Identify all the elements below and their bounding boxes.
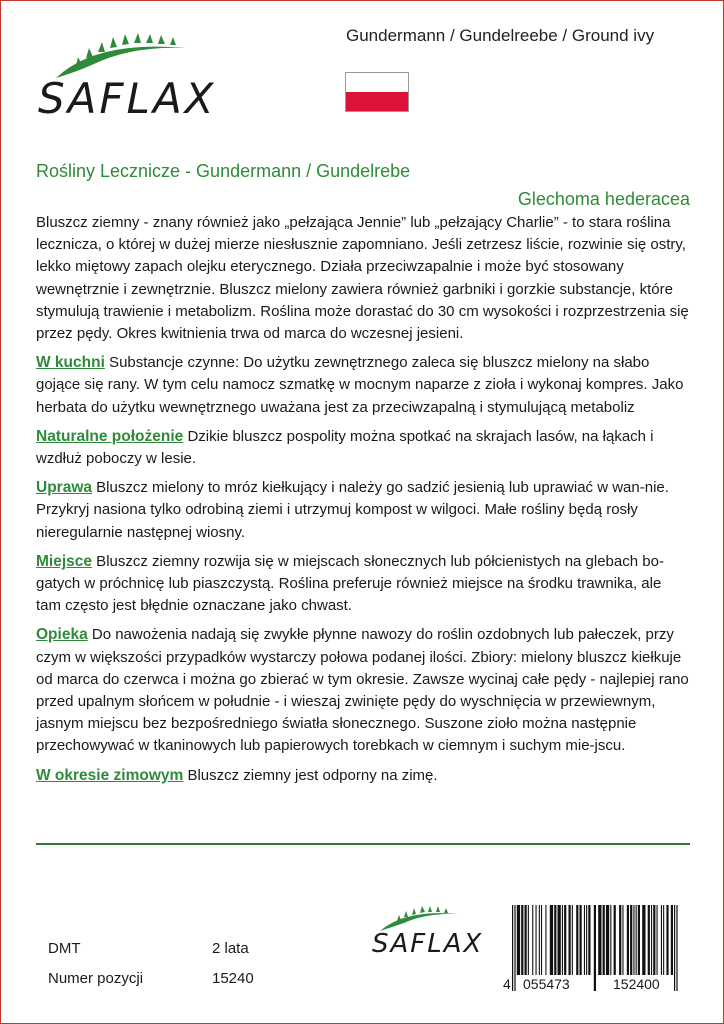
barcode-bar bbox=[614, 905, 616, 975]
section-winter bbox=[36, 765, 690, 787]
section-heading: Naturalne położenie bbox=[36, 427, 184, 445]
section-heading: W okresie zimowym bbox=[36, 766, 184, 784]
barcode-bar bbox=[642, 905, 645, 975]
barcode-group-1: 055473 bbox=[523, 976, 570, 992]
header-title: Gundermann / Gundelreebe / Ground ivy bbox=[346, 26, 655, 45]
barcode-bar bbox=[521, 905, 523, 975]
barcode-bar bbox=[550, 905, 553, 975]
barcode-bar bbox=[576, 905, 578, 975]
barcode-bar bbox=[532, 905, 533, 975]
barcode-bar bbox=[671, 905, 673, 975]
barcode-bar bbox=[569, 905, 571, 975]
saflax-logo-small bbox=[370, 905, 490, 970]
section-heading: Uprawa bbox=[36, 479, 92, 497]
logo-text: SAFLAX bbox=[38, 74, 217, 123]
section-cultivation bbox=[36, 477, 690, 544]
section-text: Bluszcz ziemny rozwija się w miejscach słonecznych lub półcienistych na glebach bo-gatych w próchnicę lub piaszczystą. Roślina preferuje również miejsce na środku trawnika, ale tam często jest błędnie oznaczane jako chwast. bbox=[36, 552, 664, 615]
section-text: Dzikie bluszcz pospolity można spotkać na skrajach lasów, na łąkach i wzdłuż poboczy w lesie. bbox=[36, 427, 654, 468]
barcode-bar bbox=[536, 905, 537, 975]
saflax-logo bbox=[36, 30, 246, 130]
intro-paragraph: Bluszcz ziemny - znany również jako „pełzająca Jennie” lub „pełzający Charlie” - to stara roślina lecznicza, o której w dużej mierze niesłusznie zapomniano. Jeśli zetrzesz liście, rozwinie się ostry, lekko miętowy zapach olejku eterycznego. Działa przeciwzapalnie i może być stosowany wewnętrznie i zewnętrznie. Bluszcz mielony zawiera również garbniki i gorzkie substancje, które stymulują trawienie i metabolizm. Roślina może dorastać do 30 cm wysokości i rozprzestrzenia się przez pędy. Okres kwitnienia trwa od marca do wczesnej jesieni. bbox=[36, 214, 689, 343]
section-location bbox=[36, 426, 690, 470]
section-heading: Miejsce bbox=[36, 552, 93, 570]
poland-flag-icon bbox=[345, 72, 409, 112]
section-care bbox=[36, 624, 690, 757]
barcode-bar bbox=[633, 905, 634, 975]
dmt-value: 2 lata bbox=[212, 940, 249, 957]
dmt-label: DMT bbox=[48, 940, 81, 957]
section-kitchen bbox=[36, 352, 690, 419]
barcode-bar bbox=[558, 905, 561, 975]
barcode-bar bbox=[651, 905, 652, 975]
section-text: Bluszcz mielony to mróz kiełkujący i należy go sadzić jesienią lub uprawiać w wan-nie. Przykryj nasiona tylko odrobiną ziemi i utrzymuj kompost w wilgoci. Małe rośliny będą rosły nieregularnie następnej wiosny. bbox=[36, 479, 669, 541]
footer-divider bbox=[36, 843, 690, 845]
barcode-bar bbox=[653, 905, 655, 975]
position-value: 15240 bbox=[212, 970, 254, 987]
barcode-bar bbox=[514, 905, 515, 991]
section-text: Substancje czynne: Do użytku zewnętrznego zaleca się bluszcz mielony na słabo gojące się rany. W tym celu namocz szmatkę w mocnym naparze z zioła i wykonaj kompres. Jako herbata do użytku wewnętrznego uważana jest za przeciwzapalną i stymulującą metaboliz bbox=[36, 354, 684, 416]
barcode-bar bbox=[572, 905, 573, 975]
position-label: Numer pozycji bbox=[48, 970, 144, 987]
barcode-bar bbox=[638, 905, 640, 975]
logo-text-small: SAFLAX bbox=[372, 929, 484, 959]
barcode-bar bbox=[588, 905, 590, 975]
barcode-bar bbox=[648, 905, 650, 975]
barcode-bar bbox=[663, 905, 664, 975]
barcode-bar bbox=[564, 905, 566, 975]
barcode-bar bbox=[584, 905, 585, 975]
barcode-bar bbox=[539, 905, 540, 975]
barcode-bar bbox=[676, 905, 677, 991]
barcode-bar bbox=[610, 905, 611, 975]
barcode-bar bbox=[512, 905, 513, 991]
barcode-bar bbox=[598, 905, 601, 975]
barcode-bar bbox=[666, 905, 668, 975]
barcode-bar bbox=[580, 905, 582, 975]
section-heading: Opieka bbox=[36, 626, 88, 644]
barcode-bar bbox=[674, 905, 675, 991]
barcode-bar bbox=[622, 905, 623, 975]
barcode-bar bbox=[545, 905, 546, 975]
section-text: Bluszcz ziemny jest odporny na zimę. bbox=[183, 766, 438, 784]
section-heading: W kuchni bbox=[36, 354, 105, 372]
barcode-bar bbox=[627, 905, 629, 975]
barcode-bar bbox=[525, 905, 527, 975]
barcode-bar bbox=[603, 905, 605, 975]
barcode-bar bbox=[554, 905, 556, 975]
barcode-bar bbox=[586, 905, 587, 975]
barcode-bar bbox=[541, 905, 542, 975]
barcode-bar bbox=[606, 905, 609, 975]
barcode-group-2: 152400 bbox=[613, 976, 660, 992]
barcode-bar bbox=[594, 905, 596, 991]
barcode-bar bbox=[657, 905, 658, 975]
barcode-bar bbox=[630, 905, 632, 975]
barcode-bar bbox=[619, 905, 621, 975]
barcode-bar bbox=[636, 905, 637, 975]
description-body bbox=[36, 212, 690, 794]
barcode-bar bbox=[517, 905, 520, 975]
barcode-bar bbox=[661, 905, 662, 975]
barcode-bar bbox=[562, 905, 563, 975]
latin-name: Glechoma hederacea bbox=[517, 189, 690, 209]
section-text: Do nawożenia nadają się zwykłe płynne nawozy do roślin ozdobnych lub pałeczek, przy czym w większości przypadków wystarczy połowa podanej ilości. Zbiory: mielony bluszcz kiełkuje od marca do czerwca i można go zbierać w tym okresie. Zawsze wycinaj całe pędy - najlepiej rano przed upalnym słońcem w południe - i wieszaj zwinięte pędy do wyschnięcia w przewiewnym, jasnym miejscu bez bezpośredniego światła słonecznego. Suszone zioło można następnie przechowywać w tkaninowych lub papierowych torebkach w ciemnym i suchym mie-jscu. bbox=[36, 626, 689, 755]
barcode-lead-digit: 4 bbox=[503, 976, 511, 992]
section-place bbox=[36, 551, 690, 618]
page-title: Rośliny Lecznicze - Gundermann / Gundelrebe bbox=[36, 161, 411, 181]
barcode-bar bbox=[528, 905, 529, 975]
